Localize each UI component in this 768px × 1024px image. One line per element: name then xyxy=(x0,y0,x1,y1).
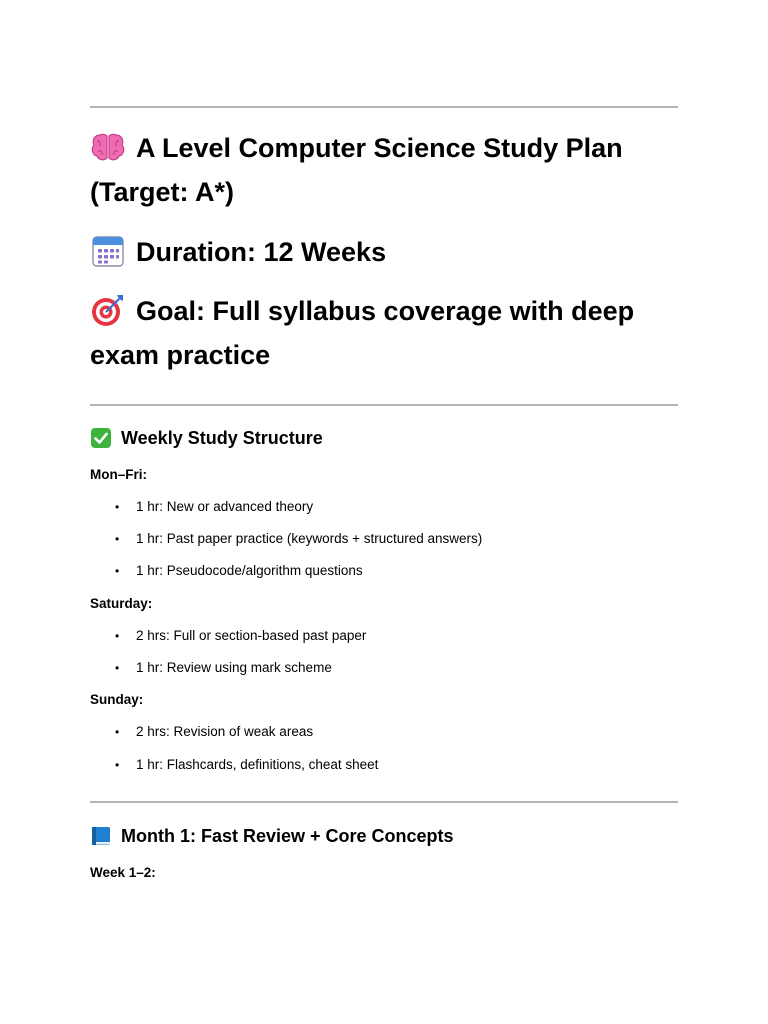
bullet-icon: • xyxy=(115,725,120,739)
group-label-sunday: Sunday: xyxy=(90,692,144,707)
list-saturday xyxy=(90,627,678,677)
goal-heading xyxy=(90,289,678,377)
list-item: • 2 hrs: Revision of weak areas xyxy=(115,724,314,739)
page-title xyxy=(90,126,678,214)
week-label: Week 1–2: xyxy=(90,865,156,880)
list-item: • 1 hr: Past paper practice (keywords + structured answers) xyxy=(115,531,483,546)
list-sunday xyxy=(90,723,678,774)
bullet-icon: • xyxy=(115,500,120,514)
title-block xyxy=(90,126,678,214)
weekly-heading-text: Weekly Study Structure xyxy=(121,428,323,448)
goal-block xyxy=(90,289,678,377)
bullet-icon: • xyxy=(115,758,120,772)
goal-text: Goal: Full syllabus coverage with deep exam practice xyxy=(90,296,635,370)
group-label-saturday: Saturday: xyxy=(90,596,153,611)
month1-section-heading xyxy=(90,824,678,848)
duration-text: Duration: 12 Weeks xyxy=(136,237,387,267)
bullet-icon: • xyxy=(115,564,120,578)
target-dart-icon xyxy=(90,292,126,328)
brain-icon xyxy=(90,129,126,165)
group-label-mon-fri: Mon–Fri: xyxy=(90,467,147,482)
calendar-icon xyxy=(90,233,126,269)
title-text: A Level Computer Science Study Plan (Target: A*) xyxy=(90,133,623,207)
divider-month1 xyxy=(90,801,678,803)
bullet-icon: • xyxy=(115,629,120,643)
check-mark-button-icon xyxy=(90,427,112,449)
month1-heading-text: Month 1: Fast Review + Core Concepts xyxy=(121,826,454,846)
bullet-icon: • xyxy=(115,532,120,546)
divider-top xyxy=(90,106,678,108)
bullet-icon: • xyxy=(115,661,120,675)
list-item: • 1 hr: Flashcards, definitions, cheat sheet xyxy=(115,757,379,772)
duration-block xyxy=(90,230,678,274)
blue-book-icon xyxy=(90,825,112,847)
list-item: • 2 hrs: Full or section-based past paper xyxy=(115,628,367,643)
duration-heading xyxy=(90,230,678,274)
list-item: • 1 hr: New or advanced theory xyxy=(115,499,314,514)
list-item: • 1 hr: Pseudocode/algorithm questions xyxy=(115,563,363,578)
list-mon-fri xyxy=(90,498,678,580)
list-item: • 1 hr: Review using mark scheme xyxy=(115,660,332,675)
divider-weekly xyxy=(90,404,678,406)
weekly-section-heading xyxy=(90,426,678,450)
